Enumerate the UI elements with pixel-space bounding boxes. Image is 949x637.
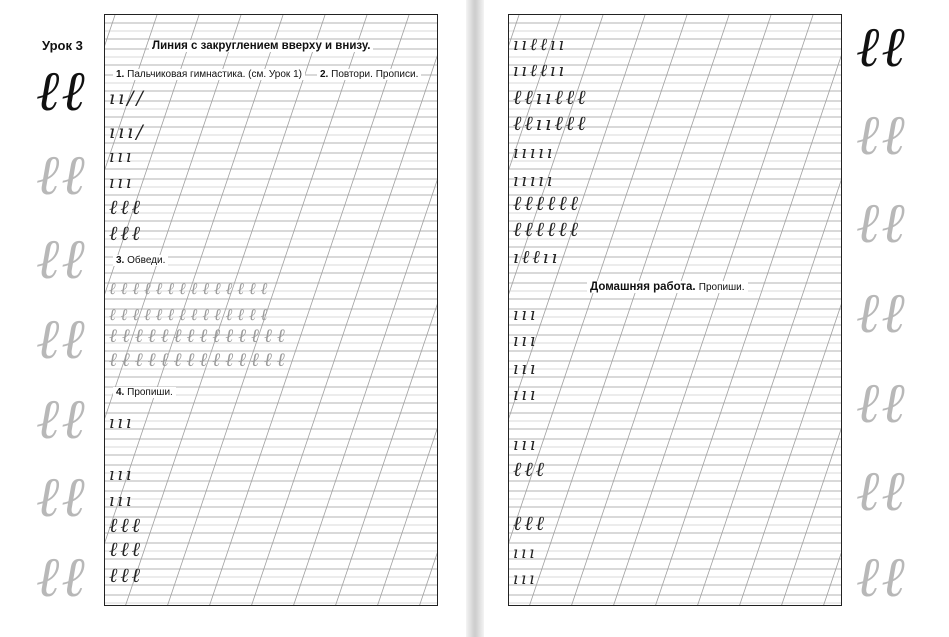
practice-row: ııı xyxy=(109,465,135,485)
practice-row: ııℓℓıı xyxy=(513,61,567,81)
practice-row: ℓℓııℓℓℓ xyxy=(513,111,589,135)
trace-row: ℓℓℓℓℓℓℓℓℓℓℓℓℓℓ xyxy=(109,279,273,298)
practice-row: ℓℓℓ xyxy=(109,195,143,219)
task2-label xyxy=(317,69,421,80)
task1-text: Пальчиковая гимнастика. (см. Урок 1) xyxy=(127,69,302,80)
practice-row: ıℓℓıı xyxy=(513,247,561,268)
practice-row: ℓℓℓ xyxy=(513,511,547,535)
left-page xyxy=(0,0,466,637)
task2-number: 2. xyxy=(320,69,329,80)
trace-row: ℓℓℓℓℓℓℓℓℓℓℓℓℓℓ xyxy=(109,325,290,347)
margin-letter-trace: ℓℓ xyxy=(36,545,87,610)
practice-row: ııı xyxy=(513,569,538,588)
section-title: Линия с закруглением вверху и внизу. xyxy=(149,40,373,52)
trace-row: ℓℓℓℓℓℓℓℓℓℓℓℓℓℓ xyxy=(109,349,290,371)
margin-letter-trace: ℓℓ xyxy=(36,143,87,208)
task3-text: Обведи. xyxy=(127,255,166,266)
practice-row: ℓℓℓℓℓℓ xyxy=(513,217,581,241)
practice-row: ııı xyxy=(513,435,539,455)
practice-row: ℓℓℓ xyxy=(109,513,143,537)
writing-grid-right xyxy=(508,14,842,606)
margin-letter-trace: ℓℓ xyxy=(856,459,907,524)
lesson-title: Урок 3 xyxy=(42,38,83,53)
homework-title: Домашняя работа. xyxy=(590,281,696,293)
margin-letter-trace: ℓℓ xyxy=(856,371,907,436)
margin-letter-trace: ℓℓ xyxy=(856,281,907,346)
writing-grid-left xyxy=(104,14,438,606)
margin-letter-trace: ℓℓ xyxy=(36,307,87,372)
practice-row: ııı xyxy=(109,413,135,433)
margin-letter-trace: ℓℓ xyxy=(36,227,87,292)
book-spine xyxy=(466,0,484,637)
margin-letter-example: ℓℓ xyxy=(36,59,87,124)
margin-letter-trace: ℓℓ xyxy=(856,103,907,168)
task4-number: 4. xyxy=(116,387,125,398)
task4-text: Пропиши. xyxy=(127,387,173,398)
practice-row: ııı xyxy=(513,543,538,562)
task1-number: 1. xyxy=(116,69,125,80)
margin-letter-trace: ℓℓ xyxy=(36,465,87,530)
task1-label xyxy=(113,69,305,80)
practice-row: ııℓℓıı xyxy=(513,35,567,55)
margin-letter-trace: ℓℓ xyxy=(36,387,87,452)
trace-row: ℓℓℓℓℓℓℓℓℓℓℓℓℓℓ xyxy=(109,305,273,324)
practice-row: ıı// xyxy=(109,87,146,109)
practice-row: ℓℓℓ xyxy=(109,221,143,245)
task4-label xyxy=(113,387,176,398)
margin-letter-trace: ℓℓ xyxy=(856,191,907,256)
practice-row: ℓℓℓℓℓℓ xyxy=(513,191,581,215)
practice-row: ııı xyxy=(513,305,539,325)
homework-label xyxy=(587,281,748,293)
practice-row: ℓℓııℓℓℓ xyxy=(513,85,589,109)
practice-row: ııııı xyxy=(513,171,556,191)
practice-row: ııııı xyxy=(513,143,556,163)
practice-row: ııı xyxy=(513,385,539,405)
practice-row: ℓℓℓ xyxy=(109,537,143,561)
task2-text: Повтори. Прописи. xyxy=(331,69,419,80)
practice-row: ııı xyxy=(109,147,135,167)
right-page xyxy=(484,0,949,637)
practice-row: ııı xyxy=(513,359,539,379)
homework-text: Пропиши. xyxy=(698,282,745,293)
practice-row: ııı xyxy=(513,331,539,351)
practice-row: ℓℓℓ xyxy=(513,457,547,481)
task3-label xyxy=(113,255,168,266)
practice-row: ııı xyxy=(109,173,135,193)
practice-row: ııı/ xyxy=(109,121,146,143)
practice-row: ℓℓℓ xyxy=(109,563,143,587)
margin-letter-example: ℓℓ xyxy=(856,15,907,80)
margin-letter-trace: ℓℓ xyxy=(856,545,907,610)
task3-number: 3. xyxy=(116,255,125,266)
practice-row: ııı xyxy=(109,491,135,511)
